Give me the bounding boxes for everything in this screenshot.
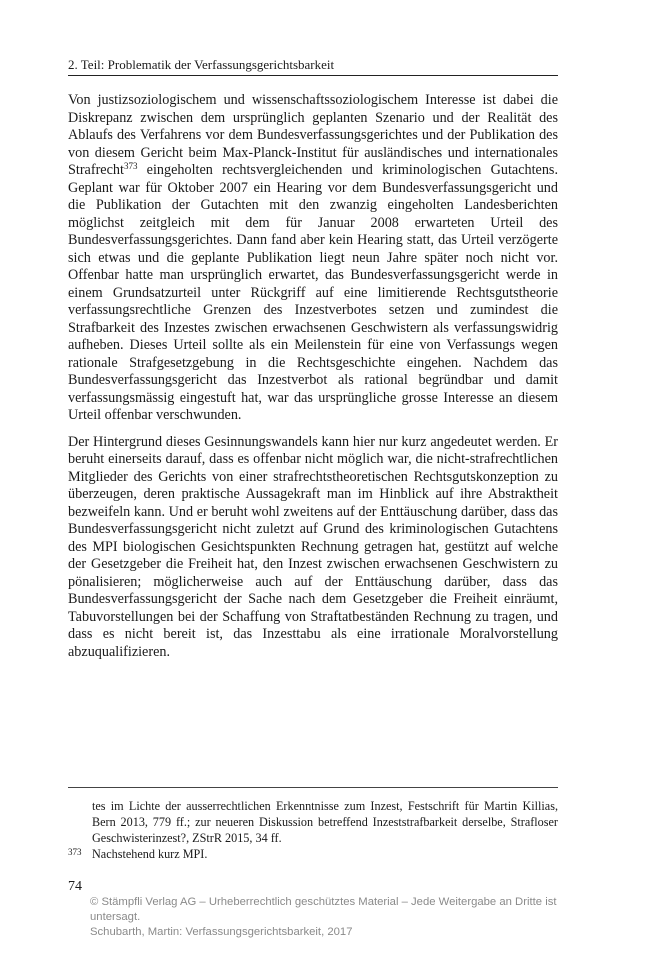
copyright-notice [90, 895, 560, 940]
footnote-separator [68, 787, 558, 788]
paragraph-1-text-a: Von justizsoziologischem und wissenschaftssoziologischem Interesse ist dabei die Diskrepanz zwischen dem ursprünglich geplanten Szenario und der Realität des Ablaufs des Verfahrens vor dem Bundesverfassungsgerichtes und der Publikation des von diesem Gericht beim Max-Planck-Institut für ausländisches und internationales Strafrecht [68, 92, 558, 178]
paragraph-2: Der Hintergrund dieses Gesinnungswandels kann hier nur kurz angedeutet werden. Er beruht einerseits darauf, dass es offenbar nicht möglich war, die nicht-strafrechtlichen Mitglieder des Gerichts von einer strafrechtstheoretischen Rechtsgutskonzeption zu überzeugen, deren praktische Aussagekraft man im Hinblick auf ihre Abstraktheit bezweifeln kann. Und er beruht wohl zweitens auf der Enttäuschung darüber, dass das Bundesverfassungsgericht nicht zuletzt auf Grund des kriminologischen Gutachtens des MPI biologischen Gesichtspunkten Rechnung getragen hat, gestützt auf welche der Gesetzgeber die Freiheit hat, den Inzest zwischen erwachsenen Geschwistern zu pönalisieren; möglicherweise auch auf der Enttäuschung darüber, dass das Bundesverfassungsgericht der Sache nach dem Gesetzgeber die Freiheit einräumt, Tabuvorstellungen bei der Schaffung von Straftatbeständen Rechnung zu tragen, und dass es nicht bereit ist, das Inzesttabu als eine irrationale Moralvorstellung abzuqualifizieren. [68, 433, 558, 660]
footnote-number: 373 [68, 847, 82, 857]
footnotes [68, 798, 558, 862]
paragraph-1-text-b: eingeholten rechtsvergleichenden und kriminologischen Gutachtens. Geplant war für Oktober 2007 ein Hearing vor dem Bundesverfassungsgericht und die Publikation der Gutachten mit den zwanzig eingeholten Landesberichten möglichst zeitgleich mit dem für Januar 2008 erwarteten Urteil des Bundesverfassungsgerichtes. Dann fand aber kein Hearing statt, das Urteil verzögerte sich etwas und die geplante Publikation liegt neun Jahre später noch nicht vor. Offenbar hatte man ursprünglich erwartet, das Bundesverfassungsgericht werde in einem Grundsatzurteil unter Rückgriff auf eine limitierende Rechtsgutstheorie verfassungsrechtliche Grenzen des Inzestverbotes setzen und zumindest die Strafbarkeit des Inzestes zwischen erwachsenen Geschwistern als verfassungswidrig aufheben. Dieses Urteil sollte als ein Meilenstein für eine von Verfassungs wegen rationale Strafgesetzgebung in die Rechtsgeschichte eingehen. Nachdem das Bundesverfassungsgericht das Inzestverbot als rational begründbar und damit verfassungsmässig eingestuft hat, war das ursprüngliche grosse Interesse an diesem Urteil offenbar verschwunden. [68, 162, 558, 423]
footnote-continued-text: tes im Lichte der ausserrechtlichen Erkenntnisse zum Inzest, Festschrift für Martin Killias, Bern 2013, 779 ff.; zur neueren Diskussion betreffend Inzeststrafbarkeit derselbe, Strafloser Geschwisterinzest?, ZStrR 2015, 34 ff. [92, 799, 558, 845]
footnote-continued [68, 798, 558, 846]
footnote-373 [68, 846, 558, 862]
footnote-marker-373[interactable]: 373 [123, 161, 138, 171]
copyright-line-2: Schubarth, Martin: Verfassungsgerichtsbarkeit, 2017 [90, 926, 353, 938]
copyright-line-1: © Stämpfli Verlag AG – Urheberrechtlich geschütztes Material – Jede Weitergabe an Dritte ist untersagt. [90, 896, 557, 923]
page-number: 74 [68, 879, 82, 894]
main-text [68, 92, 558, 670]
footnote-text: Nachstehend kurz MPI. [92, 847, 208, 861]
paragraph-1 [68, 92, 558, 425]
running-head: 2. Teil: Problematik der Verfassungsgerichtsbarkeit [68, 57, 558, 76]
